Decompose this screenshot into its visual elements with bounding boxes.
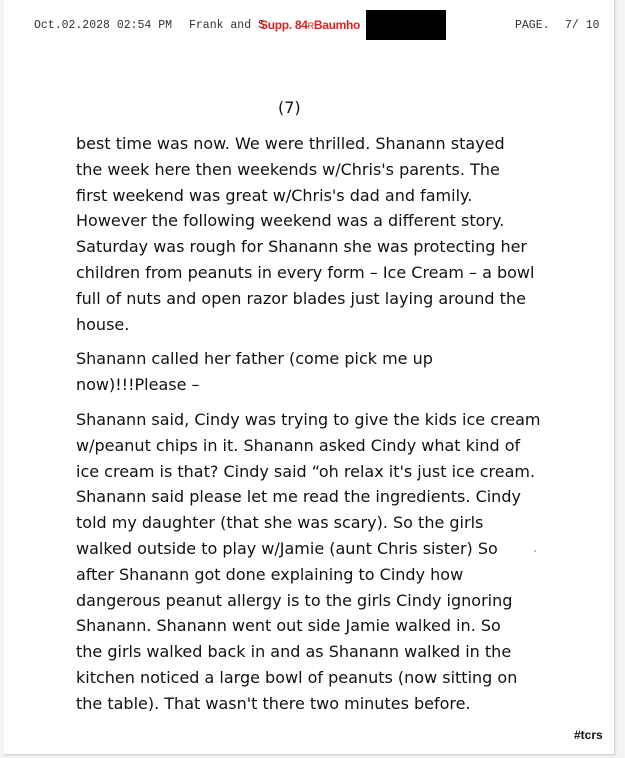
text-line: Saturday was rough for Shanann she was protecting her: [76, 237, 528, 257]
text-line: However the following weekend was a different story.: [76, 211, 505, 231]
text-line: best time was now. We were thrilled. Shanann stayed: [76, 134, 505, 153]
text-line: ice cream is that? Cindy said “oh relax it's just ice cream.: [76, 461, 536, 481]
scan-speck: [534, 550, 536, 552]
paragraph: [76, 346, 556, 398]
fax-page-number: 7/ 10: [565, 19, 600, 32]
text-line: w/peanut chips in it. Shanann asked Cindy what kind of: [76, 435, 521, 455]
text-line: Shanann said, Cindy was trying to give the kids ice cream: [76, 409, 541, 429]
text-line: told my daughter (that she was scary). So the girls: [76, 513, 484, 533]
exhibit-stamp: [260, 18, 360, 32]
text-line: full of nuts and open razor blades just laying around the: [76, 288, 526, 308]
paragraph: [76, 131, 556, 337]
page-section-number: (7): [278, 98, 301, 117]
watermark-tag: #tcrs: [574, 728, 603, 742]
text-line: the girls walked back in and as Shanann walked in the: [76, 642, 512, 662]
document-page: [4, 0, 615, 755]
text-line: after Shanann got done explaining to Cindy how: [76, 564, 464, 584]
redaction-block: [366, 10, 446, 40]
text-line: Shanann said please let me read the ingredients. Cindy: [76, 487, 521, 507]
text-line: the table). That wasn't there two minutes before.: [76, 693, 471, 713]
stamp-main: Supp. 84: [260, 18, 308, 32]
stamp-sub: R: [307, 21, 314, 31]
text-line: walked outside to play w/Jamie (aunt Chris sister) So: [76, 538, 498, 558]
text-line: Shanann called her father (come pick me up: [76, 349, 433, 369]
paragraph: [76, 407, 556, 717]
text-line: dangerous peanut allergy is to the girls Cindy ignoring: [76, 590, 513, 610]
stamp-name: Baumho: [313, 18, 361, 32]
text-line: first weekend was great w/Chris's dad and family.: [76, 185, 473, 205]
letter-body: [76, 131, 556, 726]
text-line: children from peanuts in every form – Ice Cream – a bowl: [76, 262, 535, 282]
fax-page-label: PAGE.: [515, 19, 550, 32]
fax-timestamp: Oct.02.2028 02:54 PM: [34, 19, 173, 32]
text-line: the week here then weekends w/Chris's parents. The: [76, 159, 500, 179]
text-line: house.: [76, 314, 130, 334]
fax-sender: Frank and S: [189, 19, 265, 32]
text-line: Shanann. Shanann went out side Jamie walked in. So: [76, 616, 501, 636]
text-line: now)!!!Please –: [76, 375, 200, 395]
text-line: kitchen noticed a large bowl of peanuts (now sitting on: [76, 667, 518, 687]
